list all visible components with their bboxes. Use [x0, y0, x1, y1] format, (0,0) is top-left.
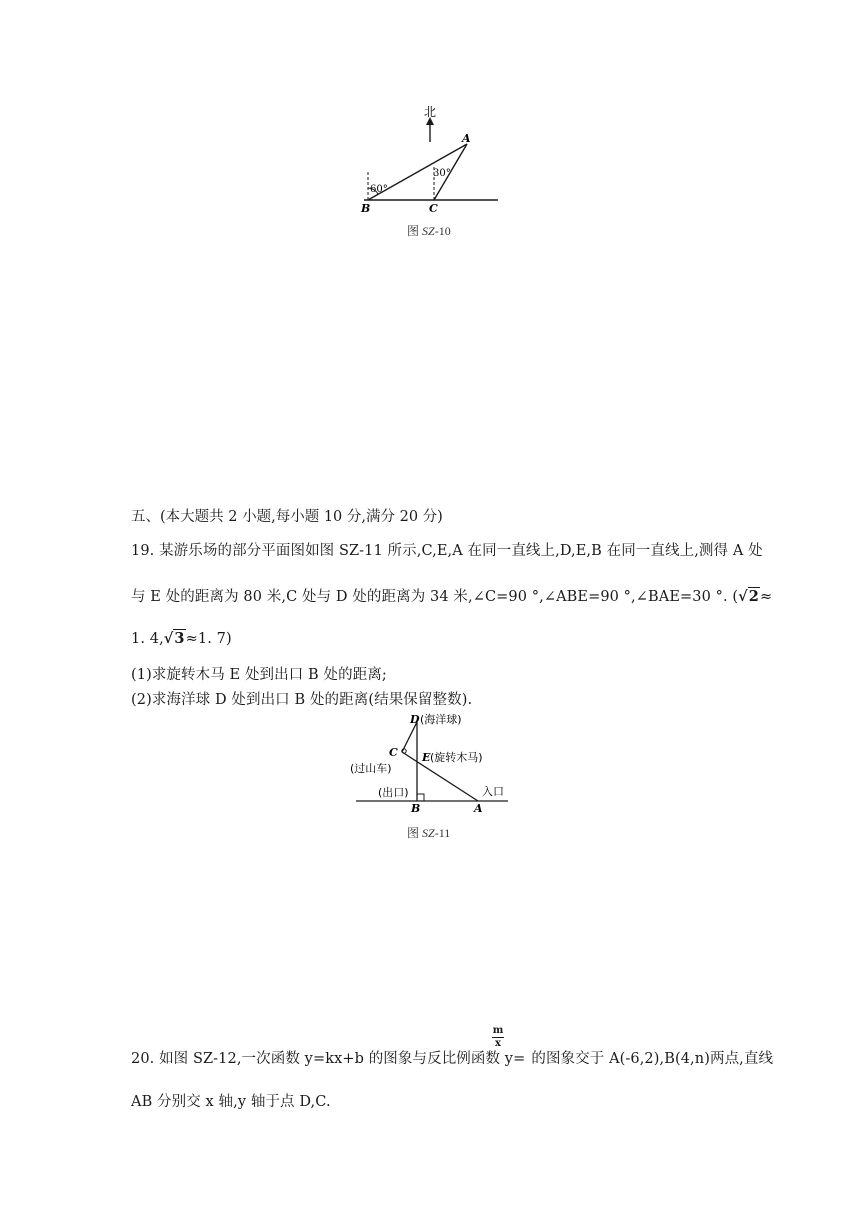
q20-line-1 — [131, 1047, 773, 1068]
caption-code: SZ — [422, 826, 435, 840]
sqrt-3-value: 3 — [174, 630, 185, 647]
q20-line-1-a: 20. 如图 SZ-12,一次函数 y=kx+b 的图象与反比例函数 y= — [131, 1051, 526, 1067]
fraction-denominator: x — [495, 1038, 501, 1049]
label-c: C — [389, 746, 398, 759]
label-d-name: (海洋球) — [420, 713, 462, 726]
angle-30-label: 30° — [433, 168, 451, 179]
label-a: A — [462, 132, 471, 145]
q20-line-2: AB 分别交 x 轴,y 轴于点 D,C. — [131, 1094, 331, 1110]
angle-60-label: 60° — [370, 184, 388, 195]
fraction-numerator: m — [492, 1025, 504, 1036]
q19-line-3-b: ≈1. 7) — [185, 631, 232, 647]
figure-sz-10 — [350, 100, 510, 225]
approx-sign: ≈ — [760, 589, 773, 605]
sqrt-3: √3 — [163, 630, 185, 647]
label-entrance: 入口 — [482, 785, 504, 798]
caption-prefix: 图 — [407, 224, 423, 238]
segment-cd — [402, 722, 417, 752]
figure-caption-sz-10 — [407, 222, 451, 239]
figure-caption-sz-11 — [407, 824, 450, 841]
right-angle-b — [417, 794, 424, 801]
label-d: D — [410, 713, 420, 726]
label-c: C — [429, 202, 438, 215]
q19-sub-1: (1)求旋转木马 E 处到出口 B 处的距离; — [131, 667, 387, 683]
q19-line-1: 19. 某游乐场的部分平面图如图 SZ-11 所示,C,E,A 在同一直线上,D,E,B 在同一直线上,测得 A 处 — [131, 543, 763, 559]
q19-line-3 — [131, 630, 232, 647]
figure-sz-11 — [340, 708, 520, 818]
q19-sub-2: (2)求海洋球 D 处到出口 B 处的距离(结果保留整数). — [131, 692, 473, 708]
label-c-name: (过山车) — [350, 762, 392, 775]
caption-num: -10 — [434, 224, 451, 238]
label-b: B — [361, 202, 371, 215]
north-label: 北 — [424, 105, 437, 119]
caption-code: SZ — [422, 224, 435, 238]
label-a: A — [474, 802, 483, 815]
q19-line-2 — [131, 585, 772, 606]
q19-line-3-a: 1. 4, — [131, 631, 164, 647]
caption-prefix: 图 — [407, 826, 423, 840]
section-heading: 五、(本大题共 2 小题,每小题 10 分,满分 20 分) — [131, 509, 443, 525]
q20-line-1-b: 的图象交于 A(-6,2),B(4,n)两点,直线 — [531, 1051, 774, 1067]
caption-num: -11 — [434, 826, 451, 840]
fraction-m-over-x — [492, 1026, 504, 1049]
q19-line-2-text: 与 E 处的距离为 80 米,C 处与 D 处的距离为 34 米,∠C=90 °,∠ABE=90 °,∠BAE=30 °. ( — [131, 589, 739, 605]
sqrt-2-value: 2 — [748, 588, 759, 605]
label-e-name: (旋转木马) — [430, 751, 483, 764]
label-exit: (出口) — [378, 786, 409, 799]
label-b: B — [411, 802, 421, 815]
label-e: E — [422, 751, 431, 764]
sqrt-2: √2 — [738, 588, 759, 605]
